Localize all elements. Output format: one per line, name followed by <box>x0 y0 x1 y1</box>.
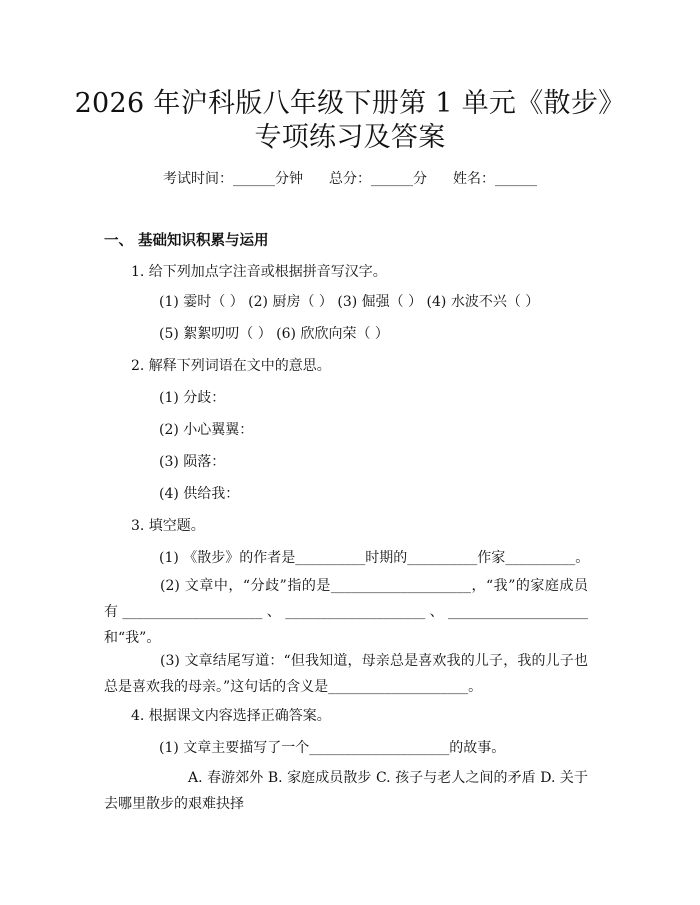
question-4-item-1: (1) 文章主要描写了一个____________________的故事。 <box>159 740 506 756</box>
question-2-item: (2) 小心翼翼： <box>159 422 254 438</box>
exam-name: 姓名：______ <box>453 171 537 187</box>
question-3-stem: 3. 填空题。 <box>131 518 205 534</box>
question-1-line-2: (5) 絮絮叨叨（ ） (6) 欣欣向荣（ ） <box>159 326 389 342</box>
question-2-stem: 2. 解释下列词语在文中的意思。 <box>131 358 331 374</box>
section-heading: 一、 基础知识积累与运用 <box>104 232 269 249</box>
page-title-line-2: 专项练习及答案 <box>254 122 446 153</box>
page-title-line-1: 2026 年沪科版八年级下册第 1 单元《散步》 <box>74 88 626 119</box>
question-4-options: A. 春游郊外 B. 家庭成员散步 C. 孩子与老人之间的矛盾 D. 关于去哪里散步的艰难抉择 <box>104 770 588 812</box>
question-1-line-1: (1) 霎时（ ） (2) 厨房（ ） (3) 倔强（ ） (4) 水波不兴（ ） <box>159 294 540 310</box>
exam-info <box>0 168 700 188</box>
question-3-item-2: (2) 文章中，“分歧”指的是____________________，“我”的家庭成员有____________________、____________________、____________________和“我”。 <box>104 578 588 646</box>
question-3-item-1: (1) 《散步》的作者是__________时期的__________作家__________。 <box>159 550 590 566</box>
exam-time: 考试时间：______分钟 <box>163 171 303 187</box>
question-4-stem: 4. 根据课文内容选择正确答案。 <box>131 708 331 724</box>
question-2-item: (4) 供给我： <box>159 486 240 502</box>
question-2-item: (1) 分歧： <box>159 390 226 406</box>
question-1-stem: 1. 给下列加点字注音或根据拼音写汉字。 <box>131 264 387 280</box>
exam-score: 总分：______分 <box>329 171 427 187</box>
question-3-item-3: (3) 文章结尾写道：“但我知道，母亲总是喜欢我的儿子，我的儿子也总是喜欢我的母亲。”这句话的含义是____________________。 <box>104 653 588 695</box>
question-2-item: (3) 陨落： <box>159 454 226 470</box>
